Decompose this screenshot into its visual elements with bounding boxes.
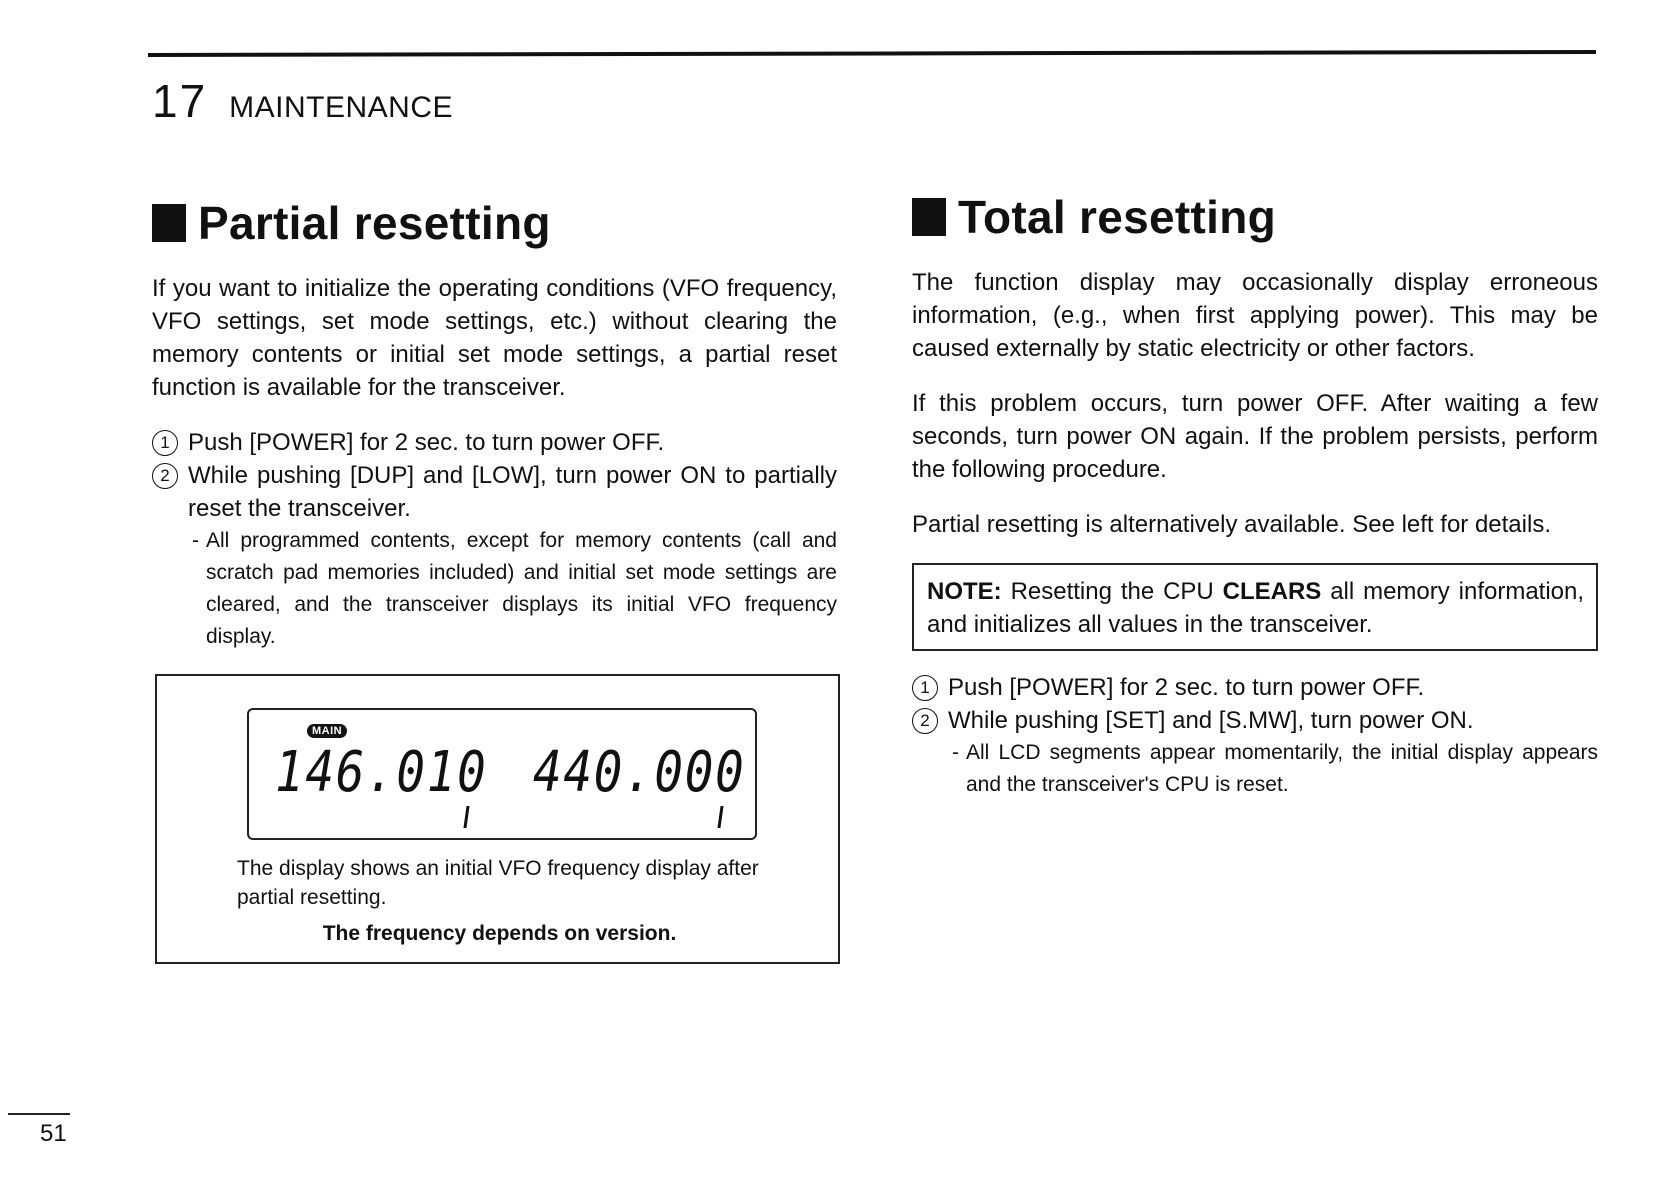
step-text: While pushing [SET] and [S.MW], turn power ON. xyxy=(948,707,1474,734)
lcd-frequency-left: 146.010 xyxy=(275,740,488,805)
chapter-title: MAINTENANCE xyxy=(229,91,454,124)
partial-heading-text: Partial resetting xyxy=(198,197,551,249)
total-heading xyxy=(912,190,1598,244)
figure-caption: The display shows an initial VFO frequency display after partial resetting. xyxy=(237,857,759,909)
dash-bullet: - xyxy=(192,529,199,552)
figure-emphasis: The frequency depends on version. xyxy=(322,922,677,945)
total-step-2 xyxy=(912,704,1598,737)
step-text: While pushing [DUP] and [LOW], turn power ON to partially reset the transceiver. xyxy=(188,462,837,522)
partial-step-1 xyxy=(152,426,837,459)
total-subnote xyxy=(952,737,1598,801)
chapter-header xyxy=(152,74,453,128)
heading-square-icon xyxy=(912,198,946,236)
chapter-number: 17 xyxy=(152,75,208,127)
total-para-3: Partial resetting is alternatively available. See left for details. xyxy=(912,511,1551,538)
total-heading-text: Total resetting xyxy=(958,191,1277,243)
dash-bullet: - xyxy=(952,741,959,764)
lcd-display xyxy=(247,708,757,840)
partial-subnote xyxy=(192,525,837,653)
total-step-1 xyxy=(912,671,1598,704)
total-steps xyxy=(912,671,1598,801)
total-para-2: If this problem occurs, turn power OFF. After waiting a few seconds, turn power ON again. If the problem persists, perform the following procedure. xyxy=(912,390,1598,483)
note-box xyxy=(912,563,1598,651)
page-number: 51 xyxy=(40,1120,67,1147)
partial-intro: If you want to initialize the operating conditions (VFO frequency, VFO settings, set mode settings, etc.) without clearing the memory contents or initial set mode settings, a partial reset function is available for the transceiver. xyxy=(152,275,837,401)
lcd-segment-mark xyxy=(717,806,723,828)
step-text: Push [POWER] for 2 sec. to turn power OFF. xyxy=(188,429,665,456)
heading-square-icon xyxy=(152,204,186,242)
total-para-1: The function display may occasionally display erroneous information, (e.g., when first applying power). This may be caused externally by static electricity or other factors. xyxy=(912,269,1598,362)
total-subnote-text: All LCD segments appear momentarily, the initial display appears and the transceiver's CPU is reset. xyxy=(966,741,1598,796)
partial-resetting-section xyxy=(152,196,837,653)
lcd-frequency-right: 440.000 xyxy=(533,740,746,805)
lcd-segment-mark xyxy=(463,806,469,828)
circled-number-icon: 2 xyxy=(152,463,178,489)
page-number-rule xyxy=(8,1113,70,1115)
partial-heading xyxy=(152,196,837,250)
note-text-post: all memory information, and initializes all values in the transceiver. xyxy=(927,578,1585,638)
circled-number-icon: 1 xyxy=(912,675,938,701)
circled-number-icon: 2 xyxy=(912,708,938,734)
main-badge: MAIN xyxy=(307,724,347,738)
note-label: NOTE: xyxy=(927,578,1002,605)
total-resetting-section xyxy=(912,190,1598,801)
partial-step-2 xyxy=(152,459,837,525)
note-text-pre: Resetting the CPU xyxy=(1010,578,1214,605)
partial-subnote-text: All programmed contents, except for memory contents (call and scratch pad memories included) and initial set mode settings are cleared, and the transceiver displays its initial VFO frequency display. xyxy=(206,529,837,648)
note-strong: CLEARS xyxy=(1222,578,1322,605)
lcd-figure xyxy=(155,674,840,964)
partial-steps xyxy=(152,426,837,653)
step-text: Push [POWER] for 2 sec. to turn power OFF. xyxy=(948,674,1425,701)
circled-number-icon: 1 xyxy=(152,430,178,456)
top-rule xyxy=(148,50,1596,57)
